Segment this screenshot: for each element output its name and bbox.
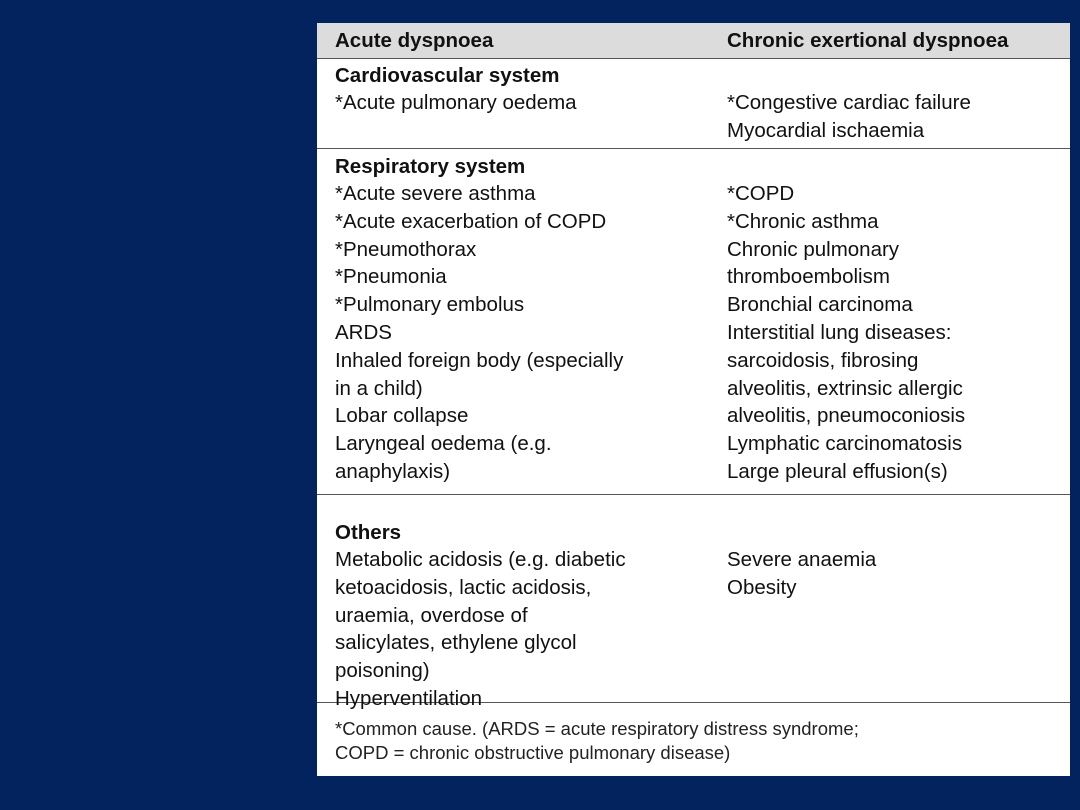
list-item: alveolitis, extrinsic allergic — [727, 376, 963, 400]
list-item: sarcoidosis, fibrosing — [727, 348, 919, 372]
list-item: *Pneumonia — [335, 265, 447, 289]
acute-list — [335, 546, 626, 713]
acute-list — [335, 89, 577, 117]
list-item: *Acute exacerbation of COPD — [335, 209, 607, 233]
list-item: Myocardial ischaemia — [727, 118, 925, 142]
header-acute: Acute dyspnoea — [335, 29, 494, 52]
list-item: Chronic pulmonary — [727, 237, 900, 261]
list-item: *Chronic asthma — [727, 209, 879, 233]
chronic-list — [727, 546, 876, 602]
list-item: uraemia, overdose of — [335, 603, 528, 627]
chronic-list — [727, 180, 965, 486]
section-title: Others — [335, 521, 402, 544]
list-item: salicylates, ethylene glycol — [335, 631, 577, 655]
list-item: thromboembolism — [727, 265, 890, 289]
list-item: *Pulmonary embolus — [335, 293, 525, 317]
list-item: Inhaled foreign body (especially — [335, 348, 624, 372]
list-item: alveolitis, pneumoconiosis — [727, 404, 966, 428]
list-item: ARDS — [335, 320, 392, 344]
list-item: *Congestive cardiac failure — [727, 91, 971, 114]
header-chronic: Chronic exertional dyspnoea — [727, 29, 1009, 52]
acute-list — [335, 180, 623, 486]
list-item: Interstitial lung diseases: — [727, 320, 952, 344]
list-item: poisoning) — [335, 659, 430, 683]
list-item: *Acute severe asthma — [335, 182, 536, 205]
list-item: Lobar collapse — [335, 404, 469, 428]
list-item: in a child) — [335, 376, 423, 400]
list-item: Large pleural effusion(s) — [727, 459, 948, 483]
list-item: Severe anaemia — [727, 548, 877, 571]
section-others — [317, 495, 1070, 710]
table-header — [317, 23, 1070, 59]
list-item: Bronchial carcinoma — [727, 293, 913, 317]
list-item: Laryngeal oedema (e.g. — [335, 432, 552, 456]
list-item: *COPD — [727, 182, 795, 205]
section-title: Respiratory system — [335, 155, 526, 178]
list-item: anaphylaxis) — [335, 459, 451, 483]
section-cardiovascular — [317, 59, 1070, 149]
list-item: ketoacidosis, lactic acidosis, — [335, 575, 592, 599]
dyspnoea-causes-table — [317, 23, 1070, 776]
list-item: Metabolic acidosis (e.g. diabetic — [335, 548, 626, 571]
list-item: Hyperventilation — [335, 686, 482, 710]
section-respiratory — [317, 149, 1070, 495]
list-item: *Pneumothorax — [335, 237, 477, 261]
list-item: *Acute pulmonary oedema — [335, 91, 577, 114]
footnote-line: *Common cause. (ARDS = acute respiratory distress syndrome; — [335, 718, 859, 739]
chronic-list — [727, 89, 971, 145]
footnote — [335, 717, 859, 764]
section-title: Cardiovascular system — [335, 64, 560, 87]
list-item: Lymphatic carcinomatosis — [727, 432, 963, 456]
footnote-line: COPD = chronic obstructive pulmonary disease) — [335, 741, 731, 763]
list-item: Obesity — [727, 575, 797, 599]
